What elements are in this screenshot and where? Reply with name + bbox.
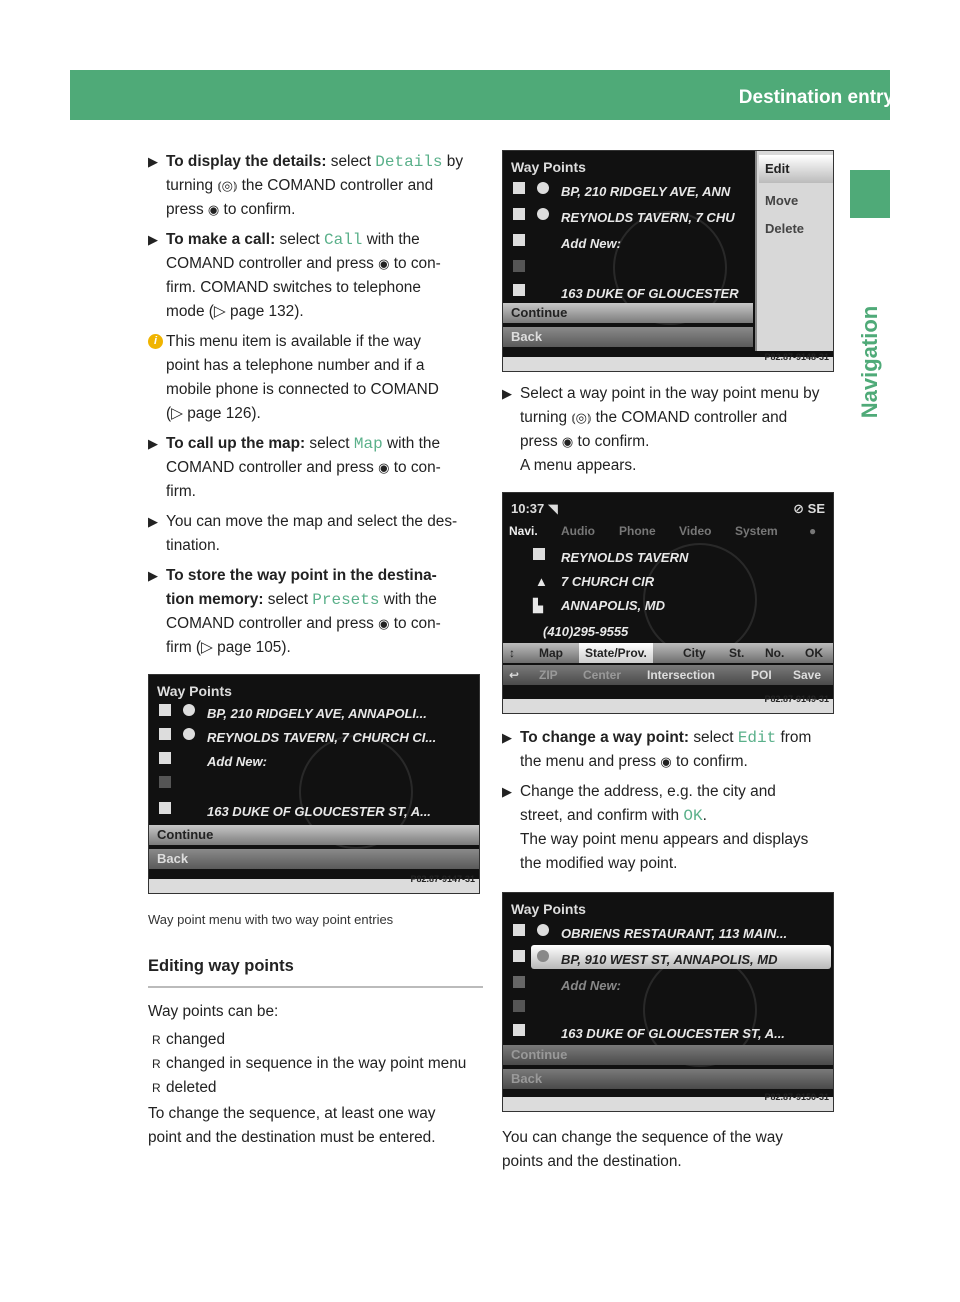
code-edit: Edit: [737, 729, 777, 747]
continue-bar: Continue: [503, 303, 753, 323]
controller-press-icon: ◉: [207, 202, 220, 217]
side-tab-label: Navigation: [857, 305, 882, 419]
flag-icon: [159, 728, 171, 740]
list-item: R changed: [148, 1028, 483, 1052]
flag-icon: [159, 776, 171, 788]
right-column: [502, 150, 834, 1174]
waypoint-row: Add New:: [503, 971, 833, 995]
bullet-icon: R: [152, 1033, 161, 1047]
figure-code: P82.87-9150-31: [764, 1092, 829, 1102]
waypoint-row: BP, 210 RIDGELY AVE, ANNAPOLI...: [149, 699, 479, 723]
tab-phone[interactable]: Phone: [619, 524, 656, 538]
compass-heading: SE: [807, 501, 825, 516]
arrow-bullet-icon: ▶: [502, 386, 512, 401]
waypoint-row: 163 DUKE OF GLOUCESTER ST, A...: [149, 797, 479, 821]
btn-center[interactable]: Center: [583, 668, 622, 682]
code-call: Call: [324, 231, 363, 249]
instruction-change-address: ▶ Change the address, e.g. the city and street, and confirm with OK. The way point menu appears and displays the modified way point.: [502, 780, 834, 876]
list-item: R deleted: [148, 1076, 483, 1100]
address-row: ▙ ANNAPOLIS, MD: [503, 591, 833, 615]
menu-item-move[interactable]: Move: [765, 193, 799, 208]
header-divider: [902, 70, 905, 120]
figure-caption: Way point menu with two way point entries: [148, 912, 394, 927]
btn-state-prov[interactable]: State/Prov.: [579, 643, 653, 663]
waypoint-row: REYNOLDS TAVERN, 7 CHU: [503, 203, 753, 227]
page-number: 75: [923, 88, 943, 107]
arrow-bullet-icon: ▶: [148, 436, 158, 451]
tab-video[interactable]: Video: [679, 524, 712, 538]
section-title: Destination entry: [738, 87, 894, 108]
flag-icon: [513, 950, 525, 962]
poi-icon: [183, 704, 195, 716]
btn-poi[interactable]: POI: [751, 668, 772, 682]
settings-icon[interactable]: ●: [809, 524, 817, 538]
instruction-make-call: ▶ To make a call: select Call with the COMAND controller and press ◉ to con- firm. COMAND switches to telephone mode (▷ page 132).: [148, 228, 483, 324]
address-row: REYNOLDS TAVERN: [503, 543, 833, 567]
main-tabs: [503, 519, 833, 539]
btn-street[interactable]: St.: [729, 646, 745, 660]
flag-icon: [513, 182, 525, 194]
waypoint-row: [503, 255, 753, 279]
btn-intersection[interactable]: Intersection: [647, 668, 716, 682]
instruction-select-waypoint: ▶ Select a way point in the way point menu by turning ⦅◎⦆ the COMAND controller and press ◉ to confirm. A menu appears.: [502, 382, 834, 478]
city-icon: ▙: [533, 598, 543, 613]
address-field-bar: [503, 643, 833, 663]
btn-zip[interactable]: ZIP: [539, 668, 558, 682]
waypoint-row: [503, 995, 833, 1019]
clock-time: 10:37: [511, 501, 545, 516]
poi-icon: [533, 548, 545, 560]
screenshot-waypoints-menu: Way Points BP, 210 RIDGELY AVE, ANN REYNOLDS TAVERN, 7 CHU Add New: 163 DUKE OF GLOUCESTER Continue Back Edit Move Delete P82.87-9148-31: [502, 150, 834, 372]
flag-icon: [159, 752, 171, 764]
closing-text: You can change the sequence of the way points and the destination.: [502, 1129, 783, 1170]
instruction-display-details: ▶ To display the details: select Details by turning ⦅◎⦆ the COMAND controller and press ◉ to confirm.: [148, 150, 483, 222]
arrow-bullet-icon: ▶: [148, 154, 158, 169]
info-note: i This menu item is available if the way point has a telephone number and if a mobile phone is connected to COMAND (▷ page 126).: [148, 330, 483, 426]
figure-code: P82.87-9149-31: [764, 694, 829, 704]
street-icon: ▲: [535, 574, 548, 589]
instruction-move-map: ▶ You can move the map and select the des- tination.: [148, 510, 483, 558]
controller-press-icon: ◉: [378, 256, 390, 271]
input-icon: ↕: [509, 646, 515, 660]
poi-icon: [183, 728, 195, 740]
screenshot-waypoints-1: Way Points BP, 210 RIDGELY AVE, ANNAPOLI... REYNOLDS TAVERN, 7 CHURCH CI... Add New: 163 DUKE OF GLOUCESTER ST, A... Continue Back P82.87-9147-31: [148, 674, 480, 894]
arrow-bullet-icon: ▶: [148, 232, 158, 247]
list-item: R changed in sequence in the way point menu: [148, 1052, 483, 1076]
poi-icon: [537, 182, 549, 194]
signal-icon: ◥: [547, 501, 558, 516]
btn-number[interactable]: No.: [765, 646, 785, 660]
flag-icon: [159, 704, 171, 716]
back-bar: Back: [149, 849, 479, 869]
closing-text: To change the sequence, at least one way point and the destination must be entered.: [148, 1105, 436, 1146]
address-row: ▲ 7 CHURCH CIR: [503, 567, 833, 591]
continue-bar: Continue: [149, 825, 479, 845]
figure-code: P82.87-9147-31: [410, 874, 475, 884]
tab-system[interactable]: System: [735, 524, 778, 538]
code-presets: Presets: [312, 591, 380, 609]
flag-icon: [513, 234, 525, 246]
code-details: Details: [375, 153, 443, 171]
side-tab: [852, 232, 888, 492]
arrow-bullet-icon: ▶: [148, 568, 158, 583]
arrow-bullet-icon: ▶: [502, 784, 512, 799]
flag-icon: [513, 260, 525, 272]
controller-press-icon: ◉: [378, 616, 390, 631]
btn-city[interactable]: City: [683, 646, 706, 660]
controller-turn-icon: ⦅◎⦆: [571, 410, 592, 425]
context-menu: [755, 151, 834, 351]
left-column: [148, 150, 483, 1150]
arrow-bullet-icon: ▶: [148, 514, 158, 529]
menu-item-delete[interactable]: Delete: [765, 221, 805, 236]
screenshot-address-menu: [502, 492, 834, 714]
phone-row: (410)295-9555: [543, 624, 629, 639]
screenshot-waypoints-modified: Way Points OBRIENS RESTAURANT, 113 MAIN... BP, 910 WEST ST, ANNAPOLIS, MD Add New: 163 DUKE OF GLOUCESTER ST, A... Continue Back P82.87-9150-31: [502, 892, 834, 1112]
section-heading: Editing way points: [148, 954, 483, 988]
flag-icon: [513, 208, 525, 220]
btn-map[interactable]: Map: [539, 646, 563, 660]
info-icon: i: [148, 334, 163, 349]
btn-save[interactable]: Save: [793, 668, 822, 682]
compass-icon: ⊘: [793, 501, 808, 516]
controller-press-icon: ◉: [561, 434, 574, 449]
controller-press-icon: ◉: [378, 460, 390, 475]
waypoint-row: [149, 771, 479, 795]
intro-text: Way points can be:: [148, 1003, 279, 1020]
instruction-change-waypoint: ▶ To change a way point: select Edit from the menu and press ◉ to confirm.: [502, 726, 834, 774]
back-bar: Back: [503, 1069, 833, 1089]
waypoint-row-selected: BP, 910 WEST ST, ANNAPOLIS, MD: [503, 945, 833, 969]
bullet-icon: R: [152, 1081, 161, 1095]
arrow-bullet-icon: ▶: [502, 730, 512, 745]
flag-icon: [513, 1000, 525, 1012]
waypoint-row: BP, 210 RIDGELY AVE, ANN: [503, 177, 753, 201]
tab-navi[interactable]: Navi.: [509, 524, 538, 538]
btn-ok[interactable]: OK: [805, 646, 823, 660]
selected-poi-icon: [537, 950, 549, 962]
destination-flag-icon: [159, 802, 171, 814]
waypoint-row: 163 DUKE OF GLOUCESTER ST, A...: [503, 1019, 833, 1043]
figure-code: P82.87-9148-31: [764, 352, 829, 362]
poi-icon: [537, 208, 549, 220]
waypoint-row: Add New:: [503, 229, 753, 253]
waypoint-row: OBRIENS RESTAURANT, 113 MAIN...: [503, 919, 833, 943]
side-tab-marker: [850, 170, 890, 218]
waypoint-row: Add New:: [149, 747, 479, 771]
controller-turn-icon: ⦅◎⦆: [217, 178, 238, 193]
bullet-icon: R: [152, 1057, 161, 1071]
code-map: Map: [353, 435, 383, 453]
waypoint-row: REYNOLDS TAVERN, 7 CHURCH CI...: [149, 723, 479, 747]
poi-icon: [537, 924, 549, 936]
tab-audio[interactable]: Audio: [561, 524, 595, 538]
address-option-bar: [503, 665, 833, 685]
code-ok: OK: [683, 807, 703, 825]
instruction-call-map: ▶ To call up the map: select Map with the COMAND controller and press ◉ to con- firm.: [148, 432, 483, 504]
waypoint-row: 163 DUKE OF GLOUCESTER: [503, 279, 753, 303]
instruction-store: ▶ To store the way point in the destina- tion memory: select Presets with the COMAND controller and press ◉ to con- firm (▷ page 105).: [148, 564, 483, 660]
back-icon[interactable]: ↩: [509, 668, 520, 682]
controller-press-icon: ◉: [660, 754, 672, 769]
flag-icon: [513, 924, 525, 936]
continue-bar: Continue: [503, 1045, 833, 1065]
menu-item-edit[interactable]: Edit: [759, 155, 833, 183]
back-bar: Back: [503, 327, 753, 347]
destination-flag-icon: [513, 284, 525, 296]
flag-icon: [513, 976, 525, 988]
page-header: [70, 70, 943, 120]
destination-flag-icon: [513, 1024, 525, 1036]
